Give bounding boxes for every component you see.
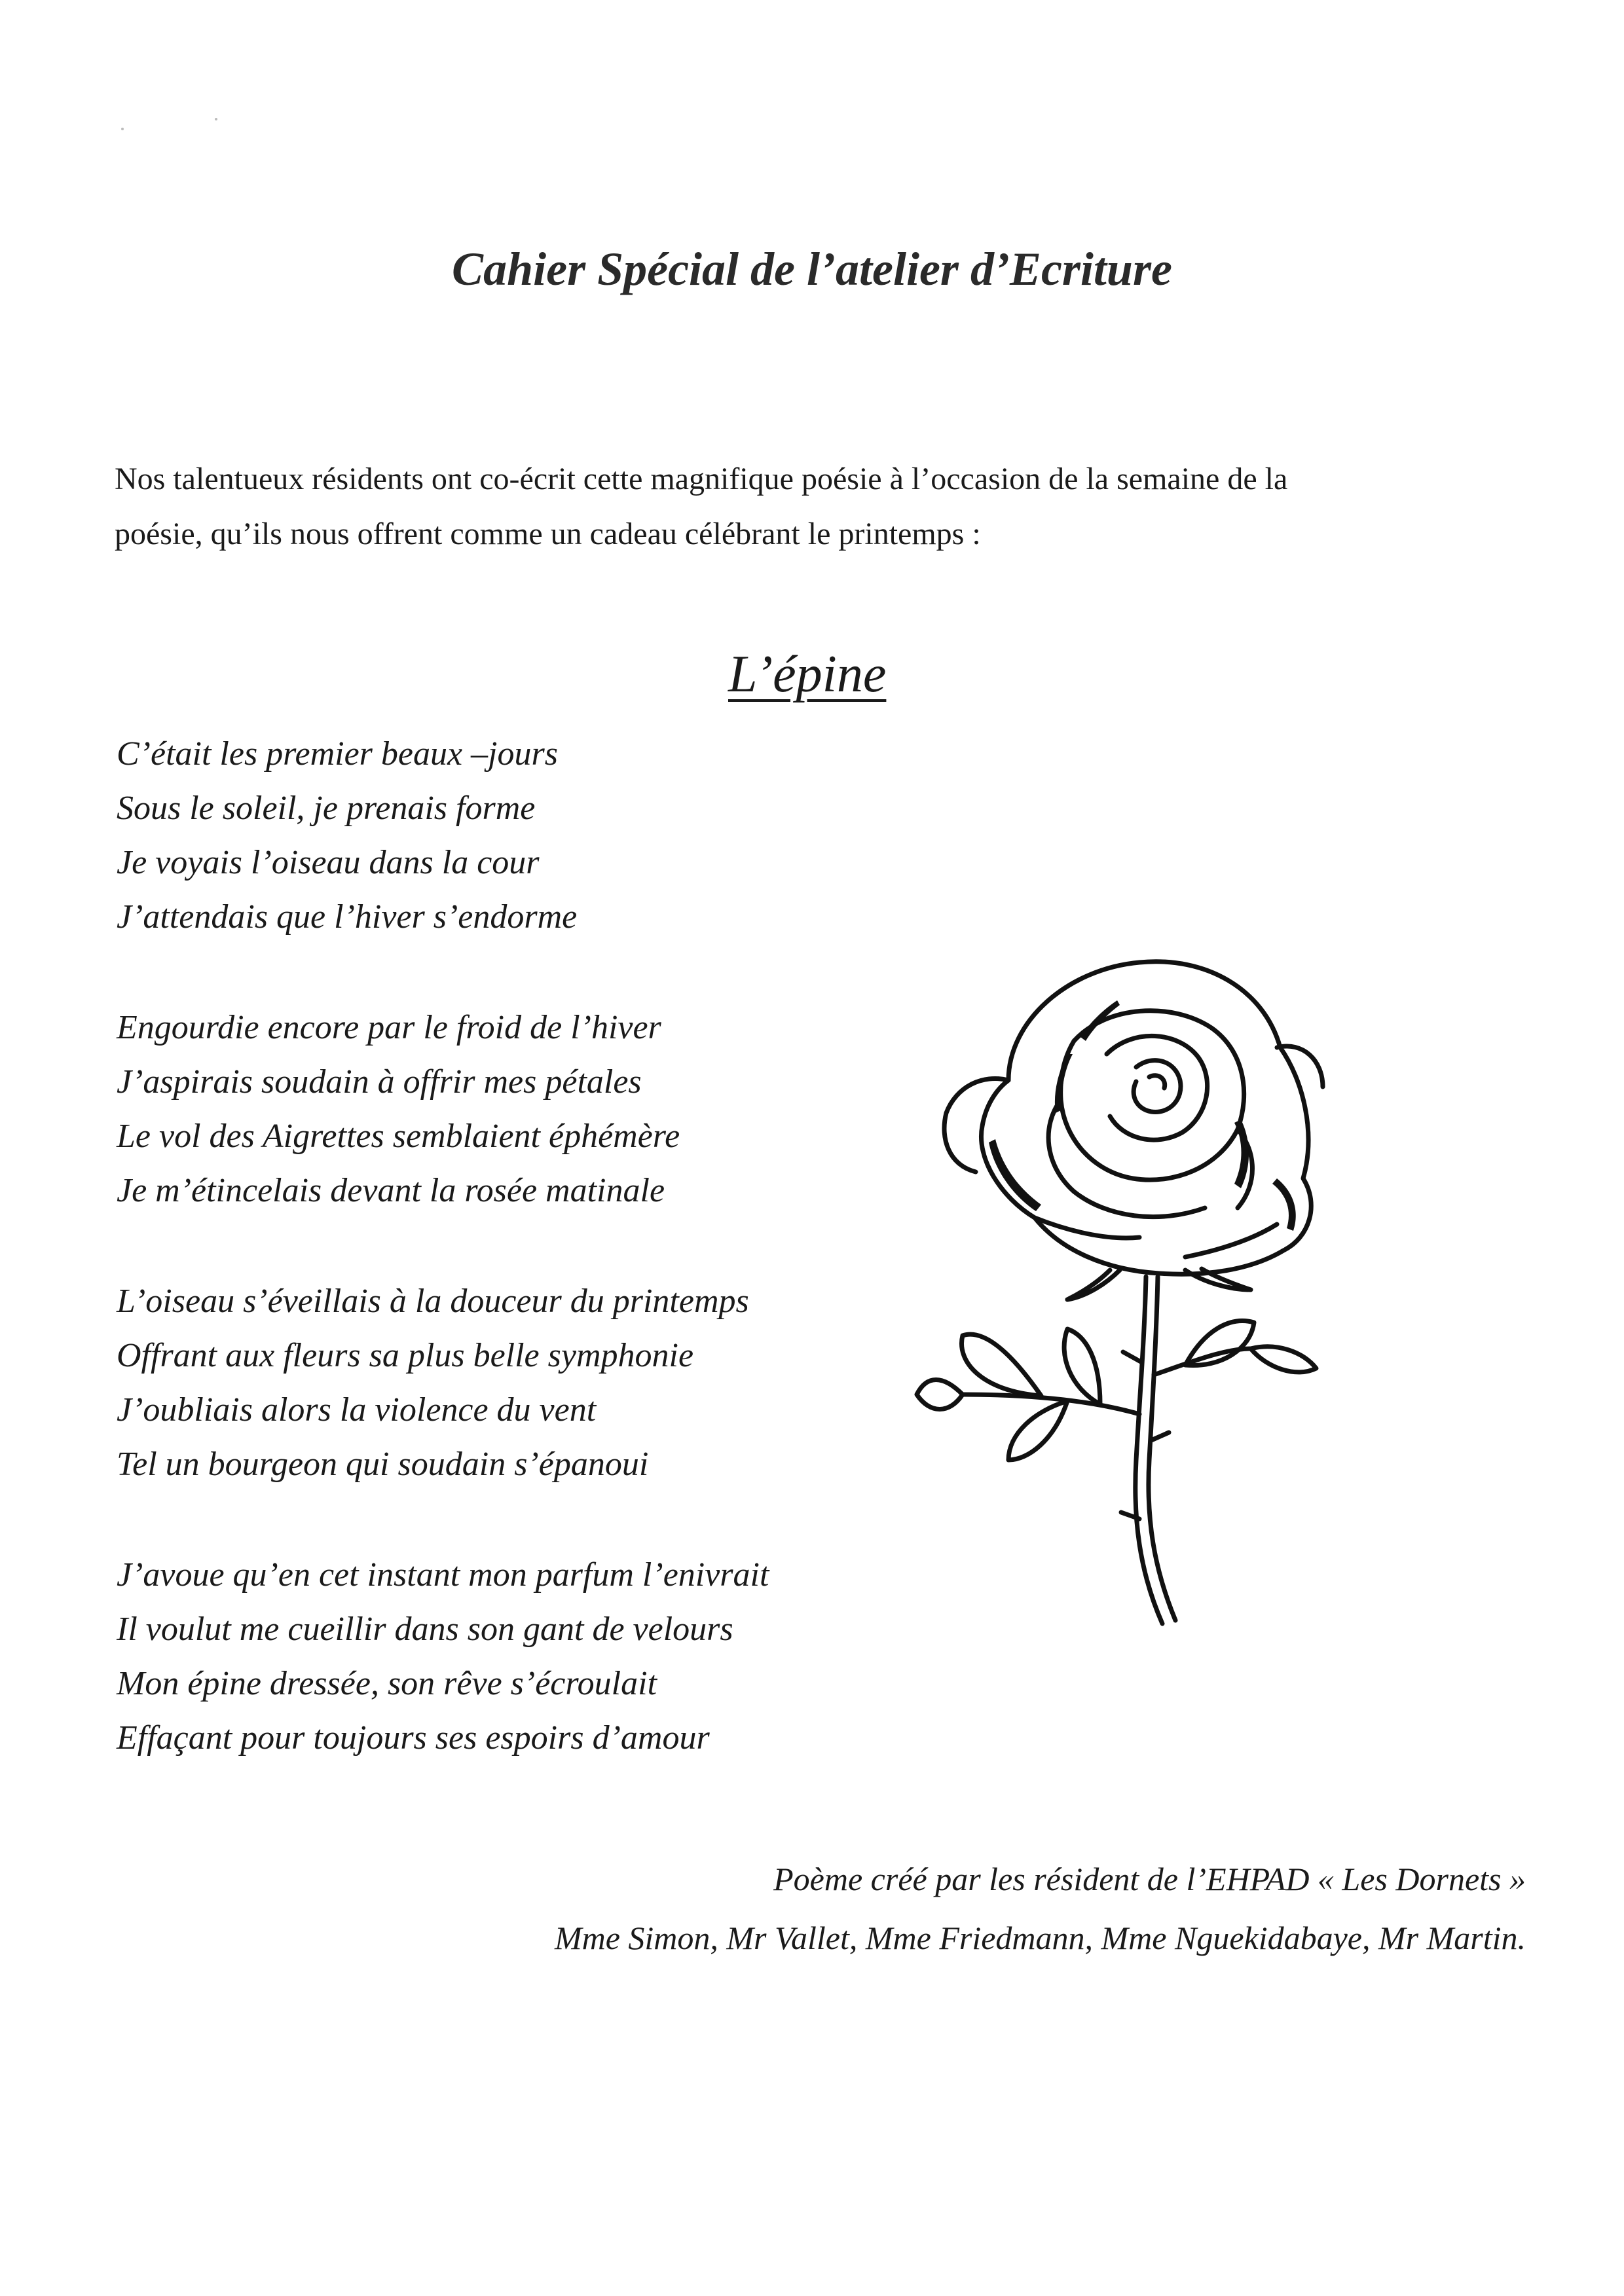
poem-stanza [117,1000,968,1218]
intro-line: Nos talentueux résidents ont co-écrit cette magnifique poésie à l’occasion de la semaine de la [115,462,1288,496]
poem-line: L’oiseau s’éveillais à la douceur du printemps [117,1283,749,1320]
poem [117,727,968,1821]
intro-line: poésie, qu’ils nous offrent comme un cadeau célébrant le printemps : [115,517,981,551]
credits [555,1850,1526,1967]
poem-line: Je voyais l’oiseau dans la cour [117,844,540,881]
poem-title: L’épine [728,646,887,703]
poem-line: Je m’étincelais devant la rosée matinale [117,1172,665,1209]
poem-line: Tel un bourgeon qui soudain s’épanoui [117,1446,649,1483]
poem-line: J’aspirais soudain à offrir mes pétales [117,1063,642,1101]
poem-line: Effaçant pour toujours ses espoirs d’amour [117,1719,710,1757]
rose-icon [910,943,1336,1637]
poem-line: J’attendais que l’hiver s’endorme [117,898,578,936]
poem-line: J’avoue qu’en cet instant mon parfum l’enivrait [117,1556,769,1594]
poem-line: Mon épine dressée, son rêve s’écroulait [117,1665,657,1702]
poem-stanza [117,1274,968,1491]
poem-line: Le vol des Aigrettes semblaient éphémère [117,1118,680,1155]
credits-authorship: Poème créé par les résident de l’EHPAD « Les Dornets » [773,1861,1526,1897]
poem-line: C’était les premier beaux –jours [117,735,558,773]
credits-names: Mme Simon, Mr Vallet, Mme Friedmann, Mme Nguekidabaye, Mr Martin. [554,1920,1526,1956]
poem-line: Sous le soleil, je prenais forme [117,790,536,827]
page-title: Cahier Spécial de l’atelier d’Ecriture [452,243,1172,295]
poem-stanza [117,1548,968,1765]
poem-stanza [117,727,968,944]
poem-line: Il voulut me cueillir dans son gant de velours [117,1611,733,1648]
poem-line: Offrant aux fleurs sa plus belle symphonie [117,1337,694,1374]
intro-paragraph [115,452,1516,562]
scan-speck [121,128,124,130]
scan-speck [215,118,217,120]
poem-line: J’oubliais alors la violence du vent [117,1391,597,1429]
poem-line: Engourdie encore par le froid de l’hiver [117,1009,661,1046]
